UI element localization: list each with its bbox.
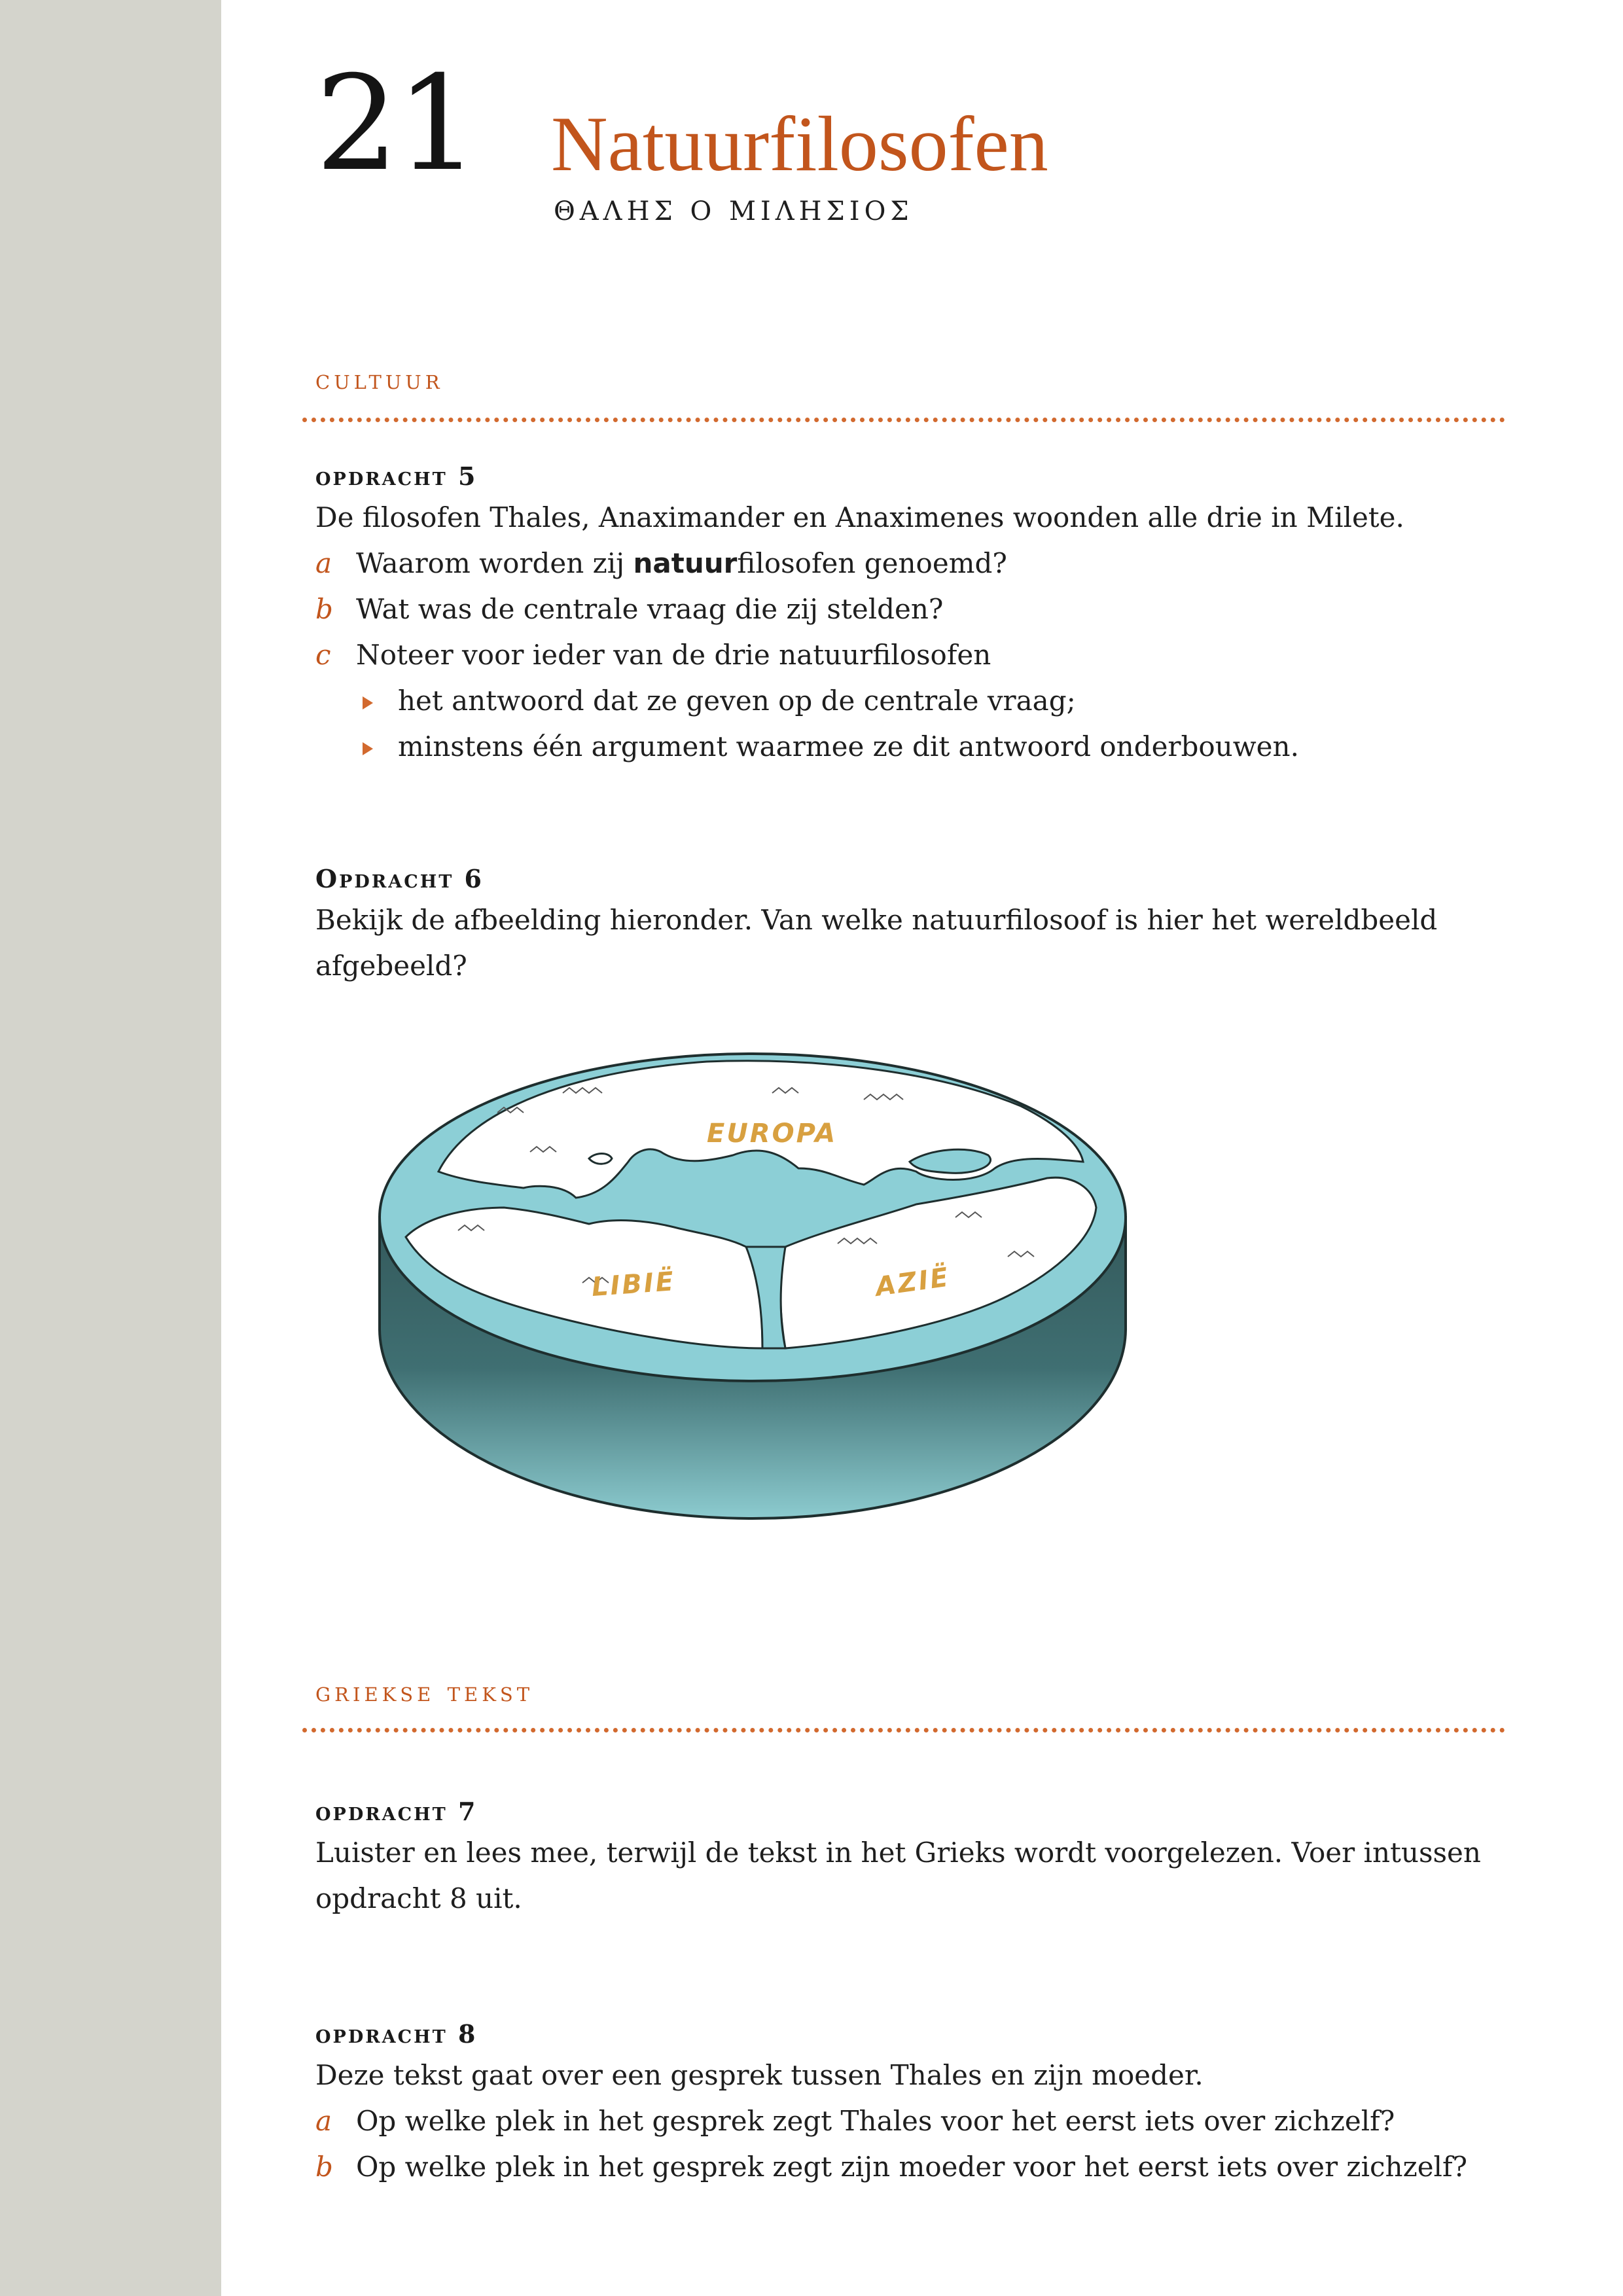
section-heading-griekse-tekst: griekse tekst — [315, 1676, 534, 1708]
opdracht-8 — [315, 2016, 1559, 2190]
item-letter: b — [315, 593, 333, 625]
map-label-libie: LIBIË — [590, 1266, 677, 1302]
section-divider — [302, 418, 1505, 422]
item-a-text-before: Waarom worden zij — [356, 547, 633, 579]
item-a-text-after: filosofen genoemd? — [737, 547, 1007, 579]
island — [589, 1154, 612, 1164]
opdracht-5 — [315, 458, 1559, 770]
opdracht-8-item-b — [315, 2144, 1559, 2190]
chapter-number: 21 — [315, 48, 477, 200]
item-b-text: Op welke plek in het gesprek zegt zijn moeder voor het eerst iets over zichzelf? — [356, 2151, 1468, 2183]
section-heading-cultuur: cultuur — [315, 363, 444, 395]
opdracht-8-label: opdracht 8 — [315, 2019, 478, 2049]
triangle-bullet-icon — [363, 696, 373, 709]
item-letter: a — [315, 2105, 332, 2137]
item-letter: a — [315, 547, 332, 579]
opdracht-5-item-b — [315, 586, 1559, 632]
opdracht-5-item-a — [315, 541, 1559, 586]
bullet-text: minstens één argument waarmee ze dit antwoord onderbouwen. — [398, 730, 1299, 762]
world-disc-illustration — [366, 1021, 1139, 1532]
triangle-bullet-icon — [363, 742, 373, 755]
opdracht-6-text-line1: Bekijk de afbeelding hieronder. Van welke natuurfilosoof is hier het wereldbeeld — [315, 904, 1438, 936]
map-label-azie: AZIË — [873, 1262, 952, 1302]
chapter-title: Natuurfilosofen — [551, 100, 1048, 187]
opdracht-7-text-line2: opdracht 8 uit. — [315, 1882, 522, 1914]
opdracht-8-intro: Deze tekst gaat over een gesprek tussen Thales en zijn moeder. — [315, 2059, 1204, 2091]
opdracht-5-item-c — [315, 632, 1559, 678]
bullet-item — [315, 678, 1559, 724]
bullet-text: het antwoord dat ze geven op de centrale vraag; — [398, 685, 1076, 717]
item-b-text: Wat was de centrale vraag die zij stelden? — [356, 593, 944, 625]
item-a-text: Op welke plek in het gesprek zegt Thales voor het eerst iets over zichzelf? — [356, 2105, 1395, 2137]
opdracht-7-text-line1: Luister en lees mee, terwijl de tekst in het Grieks wordt voorgelezen. Voer intussen — [315, 1837, 1481, 1869]
page-sidebar — [0, 0, 221, 2296]
greek-subtitle: ΘΑΛΗΣ Ο ΜΙΛΗΣΙΟΣ — [554, 196, 914, 226]
opdracht-5-intro: De filosofen Thales, Anaximander en Anaximenes woonden alle drie in Milete. — [315, 501, 1404, 533]
item-a-bold-word: natuur — [633, 547, 738, 579]
opdracht-5-label: opdracht 5 — [315, 461, 478, 491]
opdracht-8-item-a — [315, 2098, 1559, 2144]
bullet-item — [315, 724, 1559, 770]
item-c-text: Noteer voor ieder van de drie natuurfilosofen — [356, 639, 991, 671]
opdracht-6-label: Opdracht 6 — [315, 864, 484, 893]
opdracht-6-text-line2: afgebeeld? — [315, 950, 467, 982]
opdracht-6 — [315, 861, 1559, 989]
map-label-europa: EUROPA — [707, 1119, 838, 1149]
opdracht-7-label: opdracht 7 — [315, 1797, 478, 1826]
opdracht-7 — [315, 1793, 1559, 1922]
world-disc-svg — [366, 1021, 1139, 1532]
item-letter: b — [315, 2151, 333, 2183]
item-letter: c — [315, 639, 331, 671]
section-divider — [302, 1728, 1505, 1732]
